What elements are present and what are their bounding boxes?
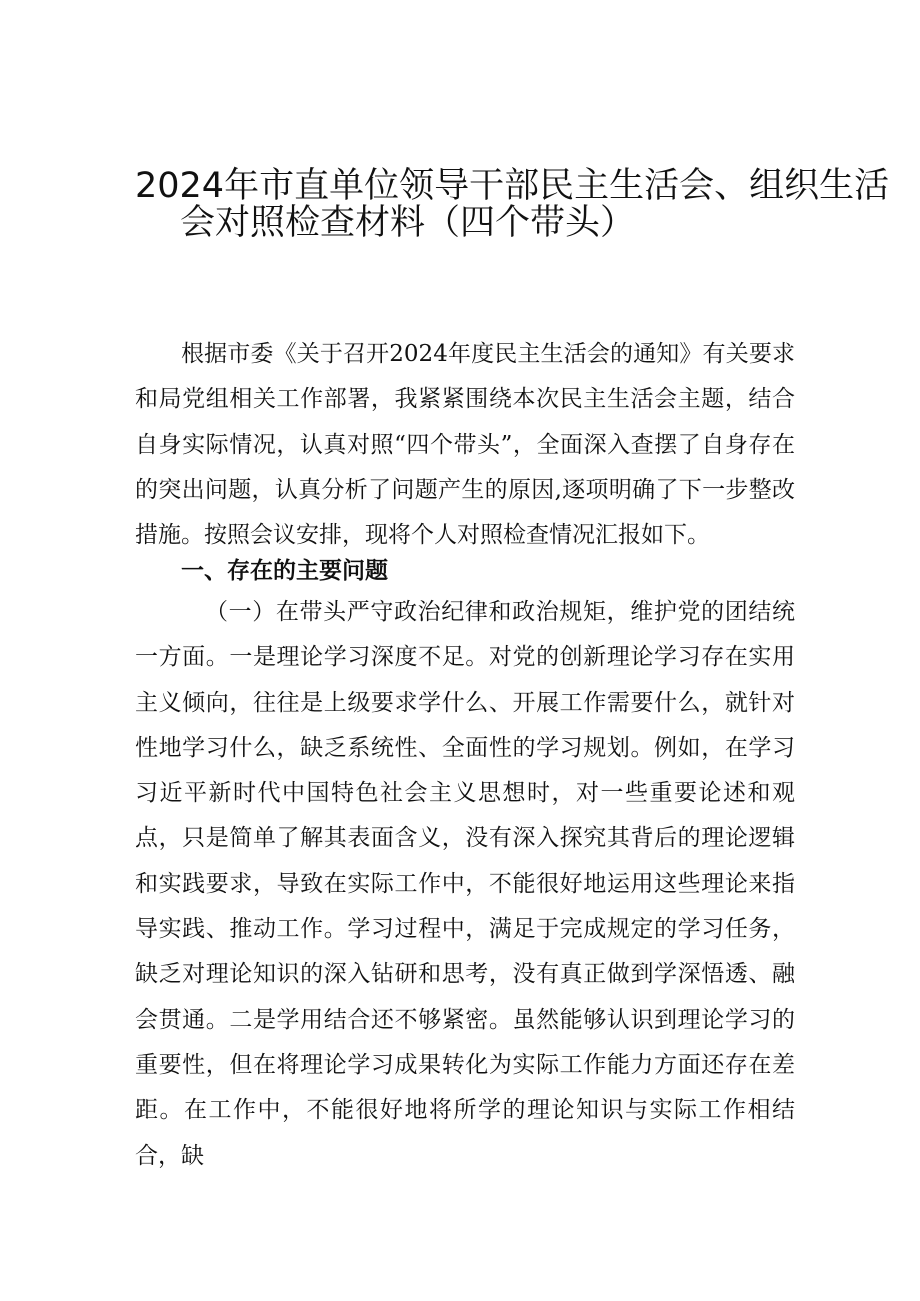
intro-paragraph: 根据市委《关于召开2024年度民主生活会的通知》有关要求和局党组相关工作部署，我紧紧围绕本次民主生活会主题，结合自身实际情况，认真对照“四个带头”，全面深入查摆了自身存在的突出问题，认真分析了问题产生的原因,逐项明确了下一步整改措施。按照会议安排，现将个人对照检查情况汇报如下。 [135,341,795,549]
section-1-paragraph: （一）在带头严守政治纪律和政治规矩，维护党的团结统一方面。一是理论学习深度不足。对党的创新理论学习存在实用主义倾向，往往是上级要求学什么、开展工作需要什么，就针对性地学习什么，缺乏系统性、全面性的学习规划。例如，在学习习近平新时代中国特色社会主义思想时，对一些重要论述和观点，只是简单了解其表面含义，没有深入探究其背后的理论逻辑和实践要求，导致在实际工作中，不能很好地运用这些理论来指导实践、推动工作。学习过程中，满足于完成规定的学习任务，缺乏对理论知识的深入钻研和思考，没有真正做到学深悟透、融会贯通。二是学用结合还不够紧密。虽然能够认识到理论学习的重要性，但在将理论学习成果转化为实际工作能力方面还存在差距。在工作中，不能很好地将所学的理论知识与实际工作相结合，缺 [135,599,795,1169]
document-title-line-2: 会对照检查材料（四个带头） [180,203,636,243]
document-title-line-1: 2024年市直单位领导干部民主生活会、组织生活 [135,166,890,206]
section-heading-main-problems: 一、存在的主要问题 [181,558,388,584]
